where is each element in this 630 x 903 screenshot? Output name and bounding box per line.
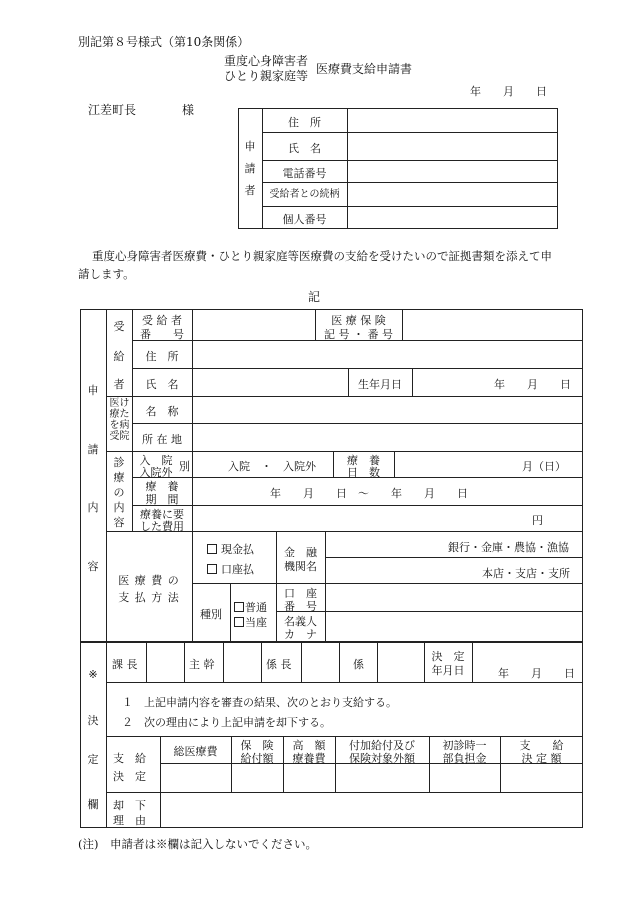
shukan-label: 主 幹 <box>189 658 215 671</box>
bank-label-2: 機関名 <box>284 560 317 573</box>
applicant-label-2: 請 <box>244 162 256 175</box>
insurance-no-field[interactable] <box>405 312 580 338</box>
insurance-label-2: 記 号 ・ 番 号 <box>324 328 393 341</box>
recipient-name-field[interactable] <box>196 371 346 394</box>
copay-label-1: 初診時一 <box>442 739 487 752</box>
recipient-address-label: 住 所 <box>145 350 179 363</box>
total-cost-label: 総医療費 <box>173 745 218 758</box>
addressee-honorific: 様 <box>182 103 195 117</box>
form-number: 別記第８号様式（第10条関係） <box>78 35 250 49</box>
additional-label-2: 保険対象外額 <box>349 752 415 765</box>
futsu-checkbox[interactable] <box>234 602 244 612</box>
pay-decision-label-2: 決 定 <box>113 770 146 783</box>
inout-choice[interactable]: 入院 ・ 入院外 <box>228 460 316 473</box>
recipient-no-label-1: 受 給 者 <box>142 314 182 327</box>
days-value[interactable]: 月（日） <box>522 460 566 473</box>
insurance-benefit-label-1: 保 険 <box>240 739 274 752</box>
account-kind-label: 種別 <box>200 608 222 621</box>
toza-option[interactable]: 当座 <box>234 614 267 630</box>
additional-label-1: 付加給付及び <box>349 739 415 752</box>
decision-side-label-3: 定 <box>87 753 99 766</box>
insurance-benefit-label-2: 給付額 <box>240 752 274 765</box>
period-label-1: 療 養 <box>145 480 179 493</box>
title-suffix: 医療費支給申請書 <box>316 62 413 76</box>
applicant-label-3: 者 <box>244 184 256 197</box>
hospital-location-field[interactable] <box>196 426 580 449</box>
cost-label-1: 療養に要 <box>140 508 184 521</box>
toza-checkbox[interactable] <box>234 617 244 627</box>
high-cost-label-2: 療養費 <box>292 752 326 765</box>
cash-checkbox[interactable] <box>207 544 217 554</box>
high-cost-label-1: 高 額 <box>292 739 326 752</box>
applicant-name-label: 氏 名 <box>288 142 321 155</box>
inout-label-2: 入院外 <box>139 466 173 479</box>
ki-mark: 記 <box>308 290 321 304</box>
payment-method-label-1: 医 療 費 の <box>118 574 180 587</box>
content-side-label-3: 内 <box>87 501 99 514</box>
cost-unit: 円 <box>532 514 543 527</box>
hospital-name-label: 名 称 <box>145 405 179 418</box>
applicant-individual-no-field[interactable] <box>350 208 555 227</box>
inout-label-betsu: 別 <box>179 460 190 473</box>
cost-label-2: した費用 <box>140 520 184 533</box>
decision-date-label-2: 年月日 <box>431 664 465 677</box>
hospital-location-label: 所 在 地 <box>142 433 182 446</box>
kakaricho-label: 係 長 <box>266 658 292 671</box>
kacho-label: 課 長 <box>112 658 138 671</box>
applicant-address-field[interactable] <box>350 110 555 130</box>
recipient-label-3: 者 <box>113 378 125 391</box>
reject-reason-label-1: 却 下 <box>113 799 146 812</box>
recipient-no-label-2: 番 号 <box>140 328 184 341</box>
decision-date-value: 年 月 日 <box>498 667 575 680</box>
recipient-no-field[interactable] <box>196 312 312 338</box>
applicant-individual-no-label: 個人番号 <box>282 213 327 226</box>
inout-label-1: 入 院 <box>139 454 173 467</box>
bank-label-1: 金 融 <box>284 546 317 559</box>
title-line-1: 重度心身障害者 <box>224 54 309 68</box>
decision-item-1: １ 上記申請内容を審査の結果、次のとおり支給する。 <box>122 696 397 709</box>
decision-side-label-1: ※ <box>88 668 98 681</box>
final-amount-label-2: 決 定 額 <box>521 752 562 765</box>
applicant-phone-field[interactable] <box>350 162 555 180</box>
applicant-address-label: 住 所 <box>288 116 321 129</box>
final-amount-label-1: 支 給 <box>519 739 564 752</box>
holder-label-2: カ ナ <box>284 628 317 641</box>
copay-label-2: 部負担金 <box>442 752 487 765</box>
body-text-line-2: 請します。 <box>78 267 135 281</box>
period-label-2: 期 間 <box>145 493 179 506</box>
days-label-1: 療 養 <box>347 454 380 467</box>
content-side-label-4: 容 <box>87 560 99 573</box>
decision-side-label-4: 欄 <box>87 798 99 811</box>
holder-kana-field[interactable] <box>328 614 580 640</box>
period-value[interactable]: 年 月 日 〜 年 月 日 <box>270 487 468 500</box>
hospital-group-label: 医け 療た を病 受院 <box>109 398 130 442</box>
applicant-phone-label: 電話番号 <box>282 167 327 180</box>
recipient-address-field[interactable] <box>196 343 580 366</box>
body-text-line-1: 重度心身障害者医療費・ひとり親家庭等医療費の支給を受けたいので証拠書類を添えて申 <box>92 249 552 263</box>
reject-reason-label-2: 理 由 <box>113 814 146 827</box>
holder-label-1: 名義人 <box>284 615 317 628</box>
addressee: 江差町長 <box>88 103 137 117</box>
applicant-name-field[interactable] <box>350 134 555 158</box>
birthdate-label: 生年月日 <box>358 378 402 391</box>
applicant-label-1: 申 <box>244 140 256 153</box>
account-no-label-2: 番 号 <box>284 600 317 613</box>
bank-types: 銀行・金庫・農協・漁協 <box>448 541 569 554</box>
application-date: 年 月 日 <box>470 85 547 98</box>
transfer-checkbox[interactable] <box>207 564 217 574</box>
footer-note: (注) 申請者は※欄は記入しないでください。 <box>78 837 317 851</box>
payment-method-label-2: 支 払 方 法 <box>118 591 180 604</box>
content-side-label-2: 請 <box>87 443 99 456</box>
content-side-label-1: 申 <box>87 384 99 397</box>
decision-side-label-2: 決 <box>87 714 99 727</box>
applicant-relation-field[interactable] <box>350 184 555 204</box>
hospital-name-field[interactable] <box>196 399 580 421</box>
recipient-name-label: 氏 名 <box>145 378 179 391</box>
days-label-2: 日 数 <box>347 466 380 479</box>
futsu-option[interactable]: 普通 <box>234 599 267 615</box>
insurance-label-1: 医 療 保 険 <box>331 314 386 327</box>
kakari-label: 係 <box>353 658 364 671</box>
cost-field[interactable] <box>196 508 526 529</box>
decision-item-2: ２ 次の理由により上記申請を却下する。 <box>122 716 331 729</box>
birthdate-value: 年 月 日 <box>494 378 571 391</box>
title-line-2: ひとり親家庭等 <box>224 69 309 83</box>
branch-types: 本店・支店・支所 <box>482 567 570 580</box>
pay-decision-label-1: 支 給 <box>113 752 146 765</box>
account-no-label-1: 口 座 <box>284 587 317 600</box>
treatment-group-label: 診 療 の 内 容 <box>113 456 125 529</box>
transfer-option[interactable]: 口座払 <box>207 561 254 577</box>
account-no-field[interactable] <box>328 586 580 609</box>
decision-date-label-1: 決 定 <box>431 650 465 663</box>
cash-option[interactable]: 現金払 <box>207 541 254 557</box>
recipient-label-1: 受 <box>113 320 125 333</box>
applicant-relation-label: 受給者との続柄 <box>269 189 340 200</box>
recipient-label-2: 給 <box>113 350 125 363</box>
